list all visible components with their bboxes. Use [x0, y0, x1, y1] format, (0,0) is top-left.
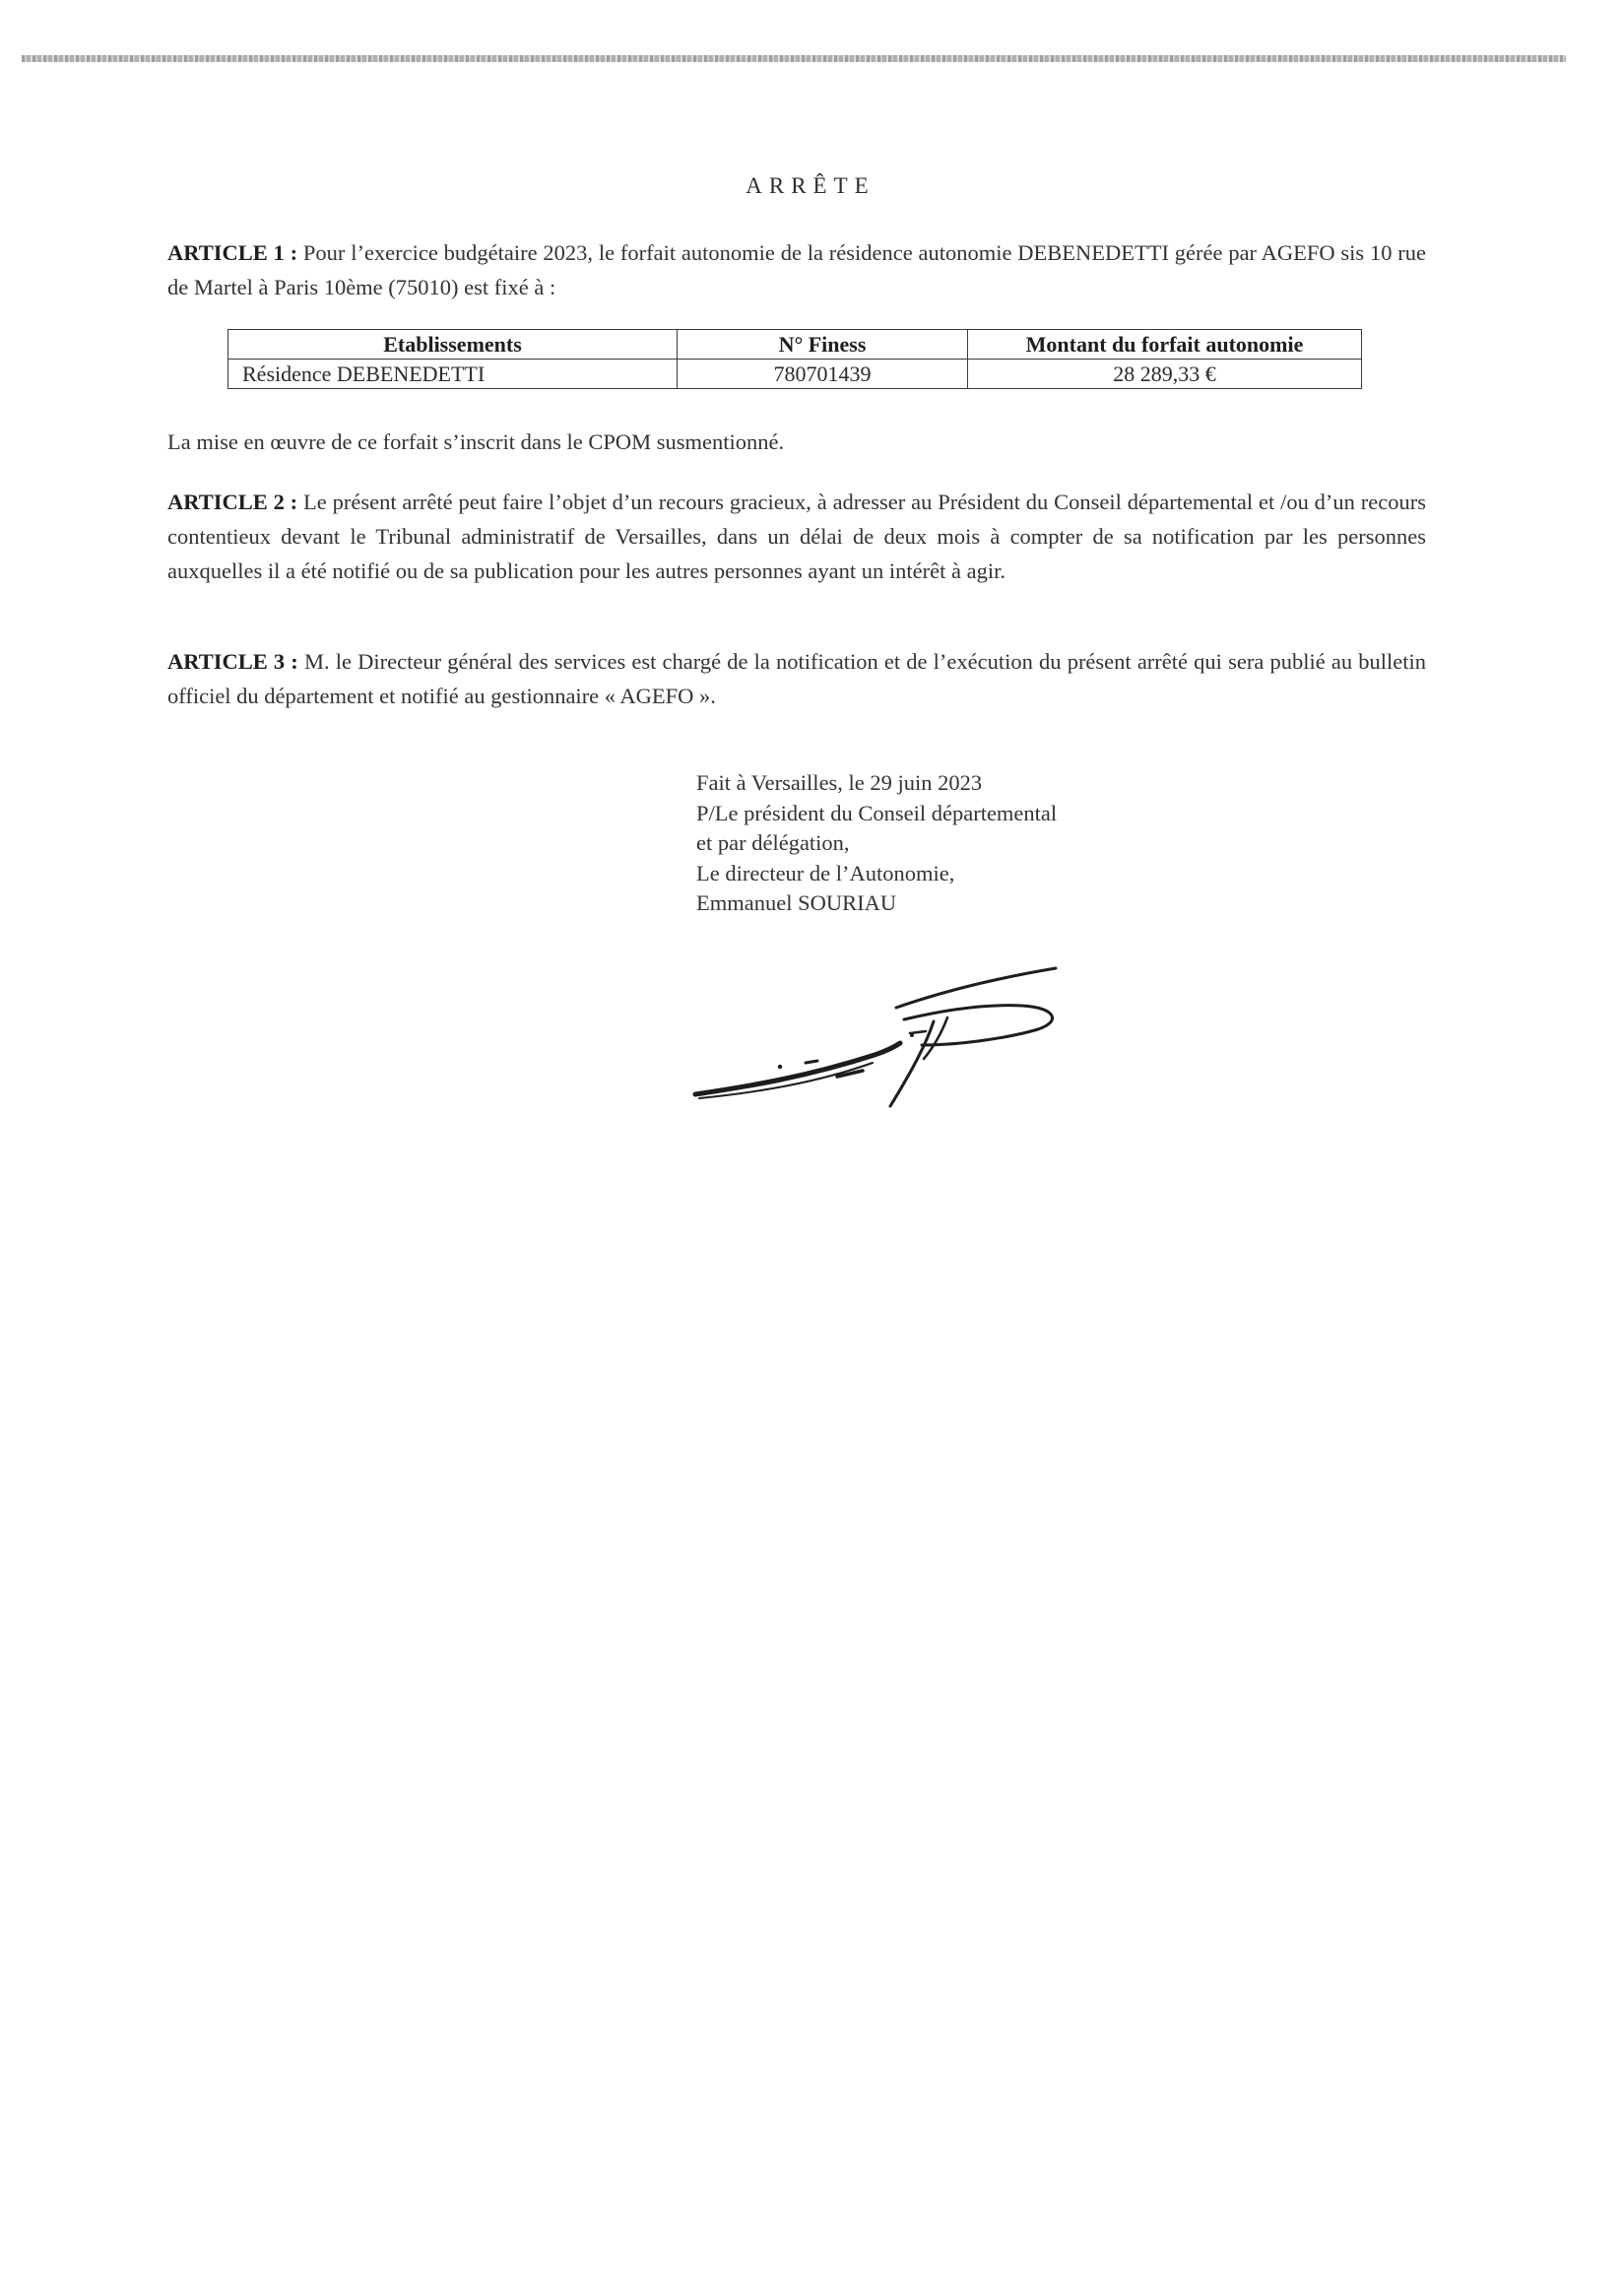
cpom-note: La mise en œuvre de ce forfait s’inscrit dans le CPOM susmentionné. — [167, 429, 785, 454]
article-1-text: Pour l’exercice budgétaire 2023, le forfait autonomie de la résidence autonomie DEBENEDETTI gérée par AGEFO sis 10 rue de Martel à Paris 10ème (75010) est fixé à : — [167, 240, 1427, 299]
signoff-delegation: et par délégation, — [696, 830, 850, 855]
article-2-text: Le présent arrêté peut faire l’objet d’un recours gracieux, à adresser au Président du Conseil départemental et /ou d’un recours contentieux devant le Tribunal administratif de Versailles, dans un délai de deux mois à compter de sa notification par les personnes auxquelles il a été notifié ou de sa publication pour les autres personnes ayant un intérêt à agir. — [167, 490, 1426, 583]
signoff-place-date: Fait à Versailles, le 29 juin 2023 — [696, 770, 983, 795]
article-3-text: M. le Directeur général des services est chargé de la notification et de l’exécution du présent arrêté qui sera publié au bulletin officiel du département et notifié au gestionnaire « AGEFO ». — [167, 649, 1426, 708]
signoff-name: Emmanuel SOURIAU — [696, 890, 897, 915]
forfait-table — [227, 329, 1362, 389]
table-header-etablissements: Etablissements — [228, 330, 678, 360]
article-1-label: ARTICLE 1 : — [167, 240, 298, 265]
scan-edge-artifact — [22, 55, 1566, 62]
article-3-label: ARTICLE 3 : — [167, 649, 298, 674]
table-cell-finess: 780701439 — [678, 360, 968, 389]
article-2-label: ARTICLE 2 : — [167, 490, 298, 514]
article-2 — [167, 485, 1426, 588]
signoff-title: Le directeur de l’Autonomie, — [696, 860, 955, 886]
handwritten-signature — [689, 960, 1083, 1118]
table-header-row — [228, 330, 1362, 360]
table-header-finess: N° Finess — [678, 330, 968, 360]
table-cell-etablissement: Résidence DEBENEDETTI — [228, 360, 678, 389]
signoff-for-president: P/Le président du Conseil départemental — [696, 800, 1058, 825]
table-row — [228, 360, 1362, 389]
article-1 — [167, 235, 1426, 304]
signature-block — [696, 768, 1057, 919]
article-3 — [167, 644, 1426, 713]
page-title: ARRÊTE — [746, 173, 875, 198]
table-cell-montant: 28 289,33 € — [968, 360, 1362, 389]
table-header-montant: Montant du forfait autonomie — [968, 330, 1362, 360]
